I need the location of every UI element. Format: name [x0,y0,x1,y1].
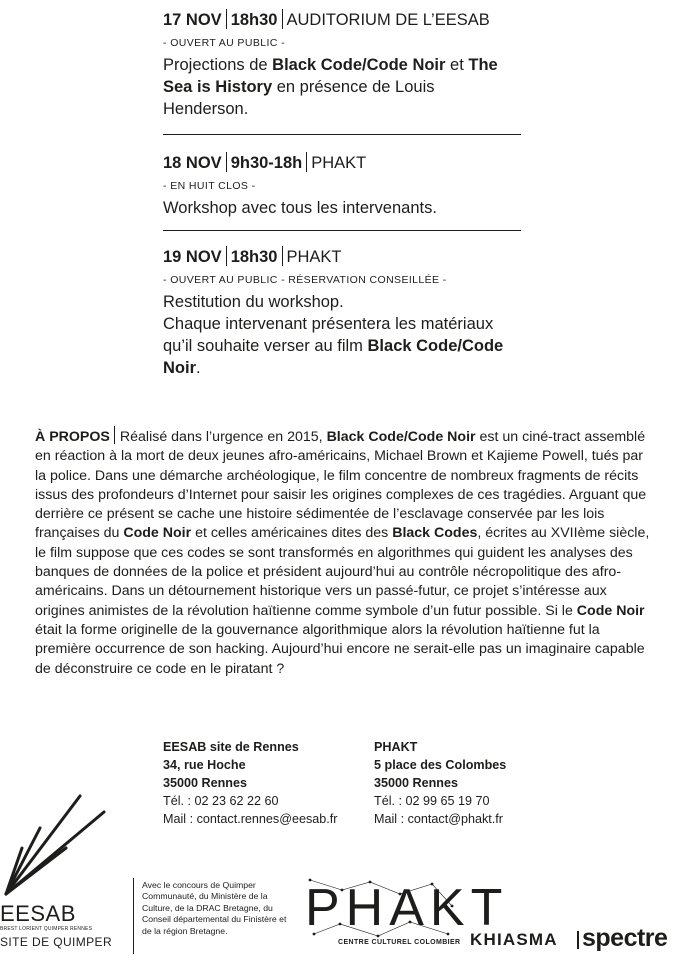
eesab-cities: BREST LORIENT QUIMPER RENNES [0,926,93,932]
separator [577,931,579,949]
desc-text: en présence de Louis Henderson. [163,78,435,118]
separator [226,152,227,172]
about-text: et celles américaines dites des [191,525,393,542]
eesab-site: SITE DE QUIMPER [0,935,113,949]
address-eesab [163,738,338,828]
separator [282,9,283,29]
event-description: Workshop avec tous les intervenants. [163,199,437,217]
address-phakt [374,738,506,828]
divider [163,230,521,231]
film-title: Black Code/Code Noir [272,56,446,74]
about-label: À PROPOS [35,429,110,445]
film-title: Black Code/Code Noir [163,337,504,377]
event-description [163,291,521,379]
address-name: EESAB site de Rennes [163,740,299,754]
separator [114,426,115,444]
event-header [163,152,521,173]
address-street: 5 place des Colombes [374,758,507,772]
event-18-nov [163,152,521,219]
film-title: The Sea is History [163,56,498,96]
event-header [163,9,521,30]
spectre-logo: spectre [582,924,668,952]
address-tel: Tél. : 02 23 62 22 60 [163,794,279,808]
desc-text: Projections de [163,56,273,74]
event-time: 18h30 [230,11,278,29]
support-text: Avec le concours de Quimper Communauté, du Ministère de la Culture, de la DRAC Bretagne, du Conseil départemental du Finistère et de la région Bretagne. [142,880,287,936]
divider [163,134,521,135]
event-place: AUDITORIUM DE L’EESAB [286,11,490,29]
address-street: 34, rue Hoche [163,758,246,772]
about-bold: Code Noir [123,525,192,542]
about-paragraph [35,426,655,679]
desc-text: et [445,56,469,74]
address-mail[interactable]: Mail : contact@phakt.fr [374,812,503,826]
divider [133,878,134,954]
phakt-wordmark: PHAKT [305,879,509,937]
event-date: 19 NOV [163,248,222,266]
event-description [163,54,521,120]
eesab-wordmark: EESAB [0,901,76,926]
address-name: PHAKT [374,740,418,754]
about-text: , écrites au XVIIème siècle, le film suppose que ces codes se sont transformés en algorithmes qui guident les analyses des banques de données de la police et président aujourd’hui au contrôle nécropolitique des afro-américains. Dans un détournement historique vers un passé-futur, ce projet s’intéresse aux origines animistes de la révolution haïtienne comme symbole d’un futur possible. Si le [35,525,650,619]
khiasma-logo: KHIASMA [470,930,558,949]
about-text: était la forme originelle de la gouvernance algorithmique alors la révolution haïtienne fut la première occurrence de son hacking. Aujourd’hui encore ne serait-elle pas un imaginaire capable de déconstruire ce code en le piratant ? [35,621,645,677]
about-bold: Code Noir [576,602,645,619]
event-19-nov [163,246,521,379]
phakt-subtitle: CENTRE CULTUREL COLOMBIER [338,939,461,946]
event-access: - OUVERT AU PUBLIC - [163,37,285,49]
address-city: 35000 Rennes [163,776,248,790]
about-text: Réalisé dans l’urgence en 2015, [119,429,327,445]
event-time: 9h30-18h [230,154,303,172]
event-place: PHAKT [311,154,367,172]
separator [226,9,227,29]
event-date: 17 NOV [163,11,222,29]
about-text: est un ciné-tract assemblé en réaction à la mort de deux jeunes afro-américains, Michael Brown et Kajieme Powell, tués par la police. Dans une démarche archéologique, le film concentre de nombreux fragments de récits issus des profondeurs d’Internet pour saisir les origines complexes de ces tragédies. Arguant que derrière ce présent se cache une histoire sédimentée de l’esclavage conservée par les lois françaises du [35,429,647,542]
desc-text: . [196,359,201,377]
about-bold: Black Codes [392,525,478,542]
separator [226,246,227,266]
about-bold: Black Code/Code Noir [326,429,476,445]
address-tel: Tél. : 02 99 65 19 70 [374,794,490,808]
event-header [163,246,521,267]
address-city: 35000 Rennes [374,776,459,790]
event-17-nov [163,9,521,120]
event-time: 18h30 [230,248,278,266]
separator [306,152,307,172]
separator [282,246,283,266]
event-place: PHAKT [286,248,342,266]
event-access: - EN HUIT CLOS - [163,180,256,192]
desc-text: Chaque intervenant présentera les matériaux qu’il souhaite verser au film [163,315,494,355]
event-access: - OUVERT AU PUBLIC - RÉSERVATION CONSEILLÉE - [163,274,447,286]
desc-text: Restitution du workshop. [163,293,344,311]
event-date: 18 NOV [163,154,222,172]
address-mail[interactable]: Mail : contact.rennes@eesab.fr [163,812,338,826]
